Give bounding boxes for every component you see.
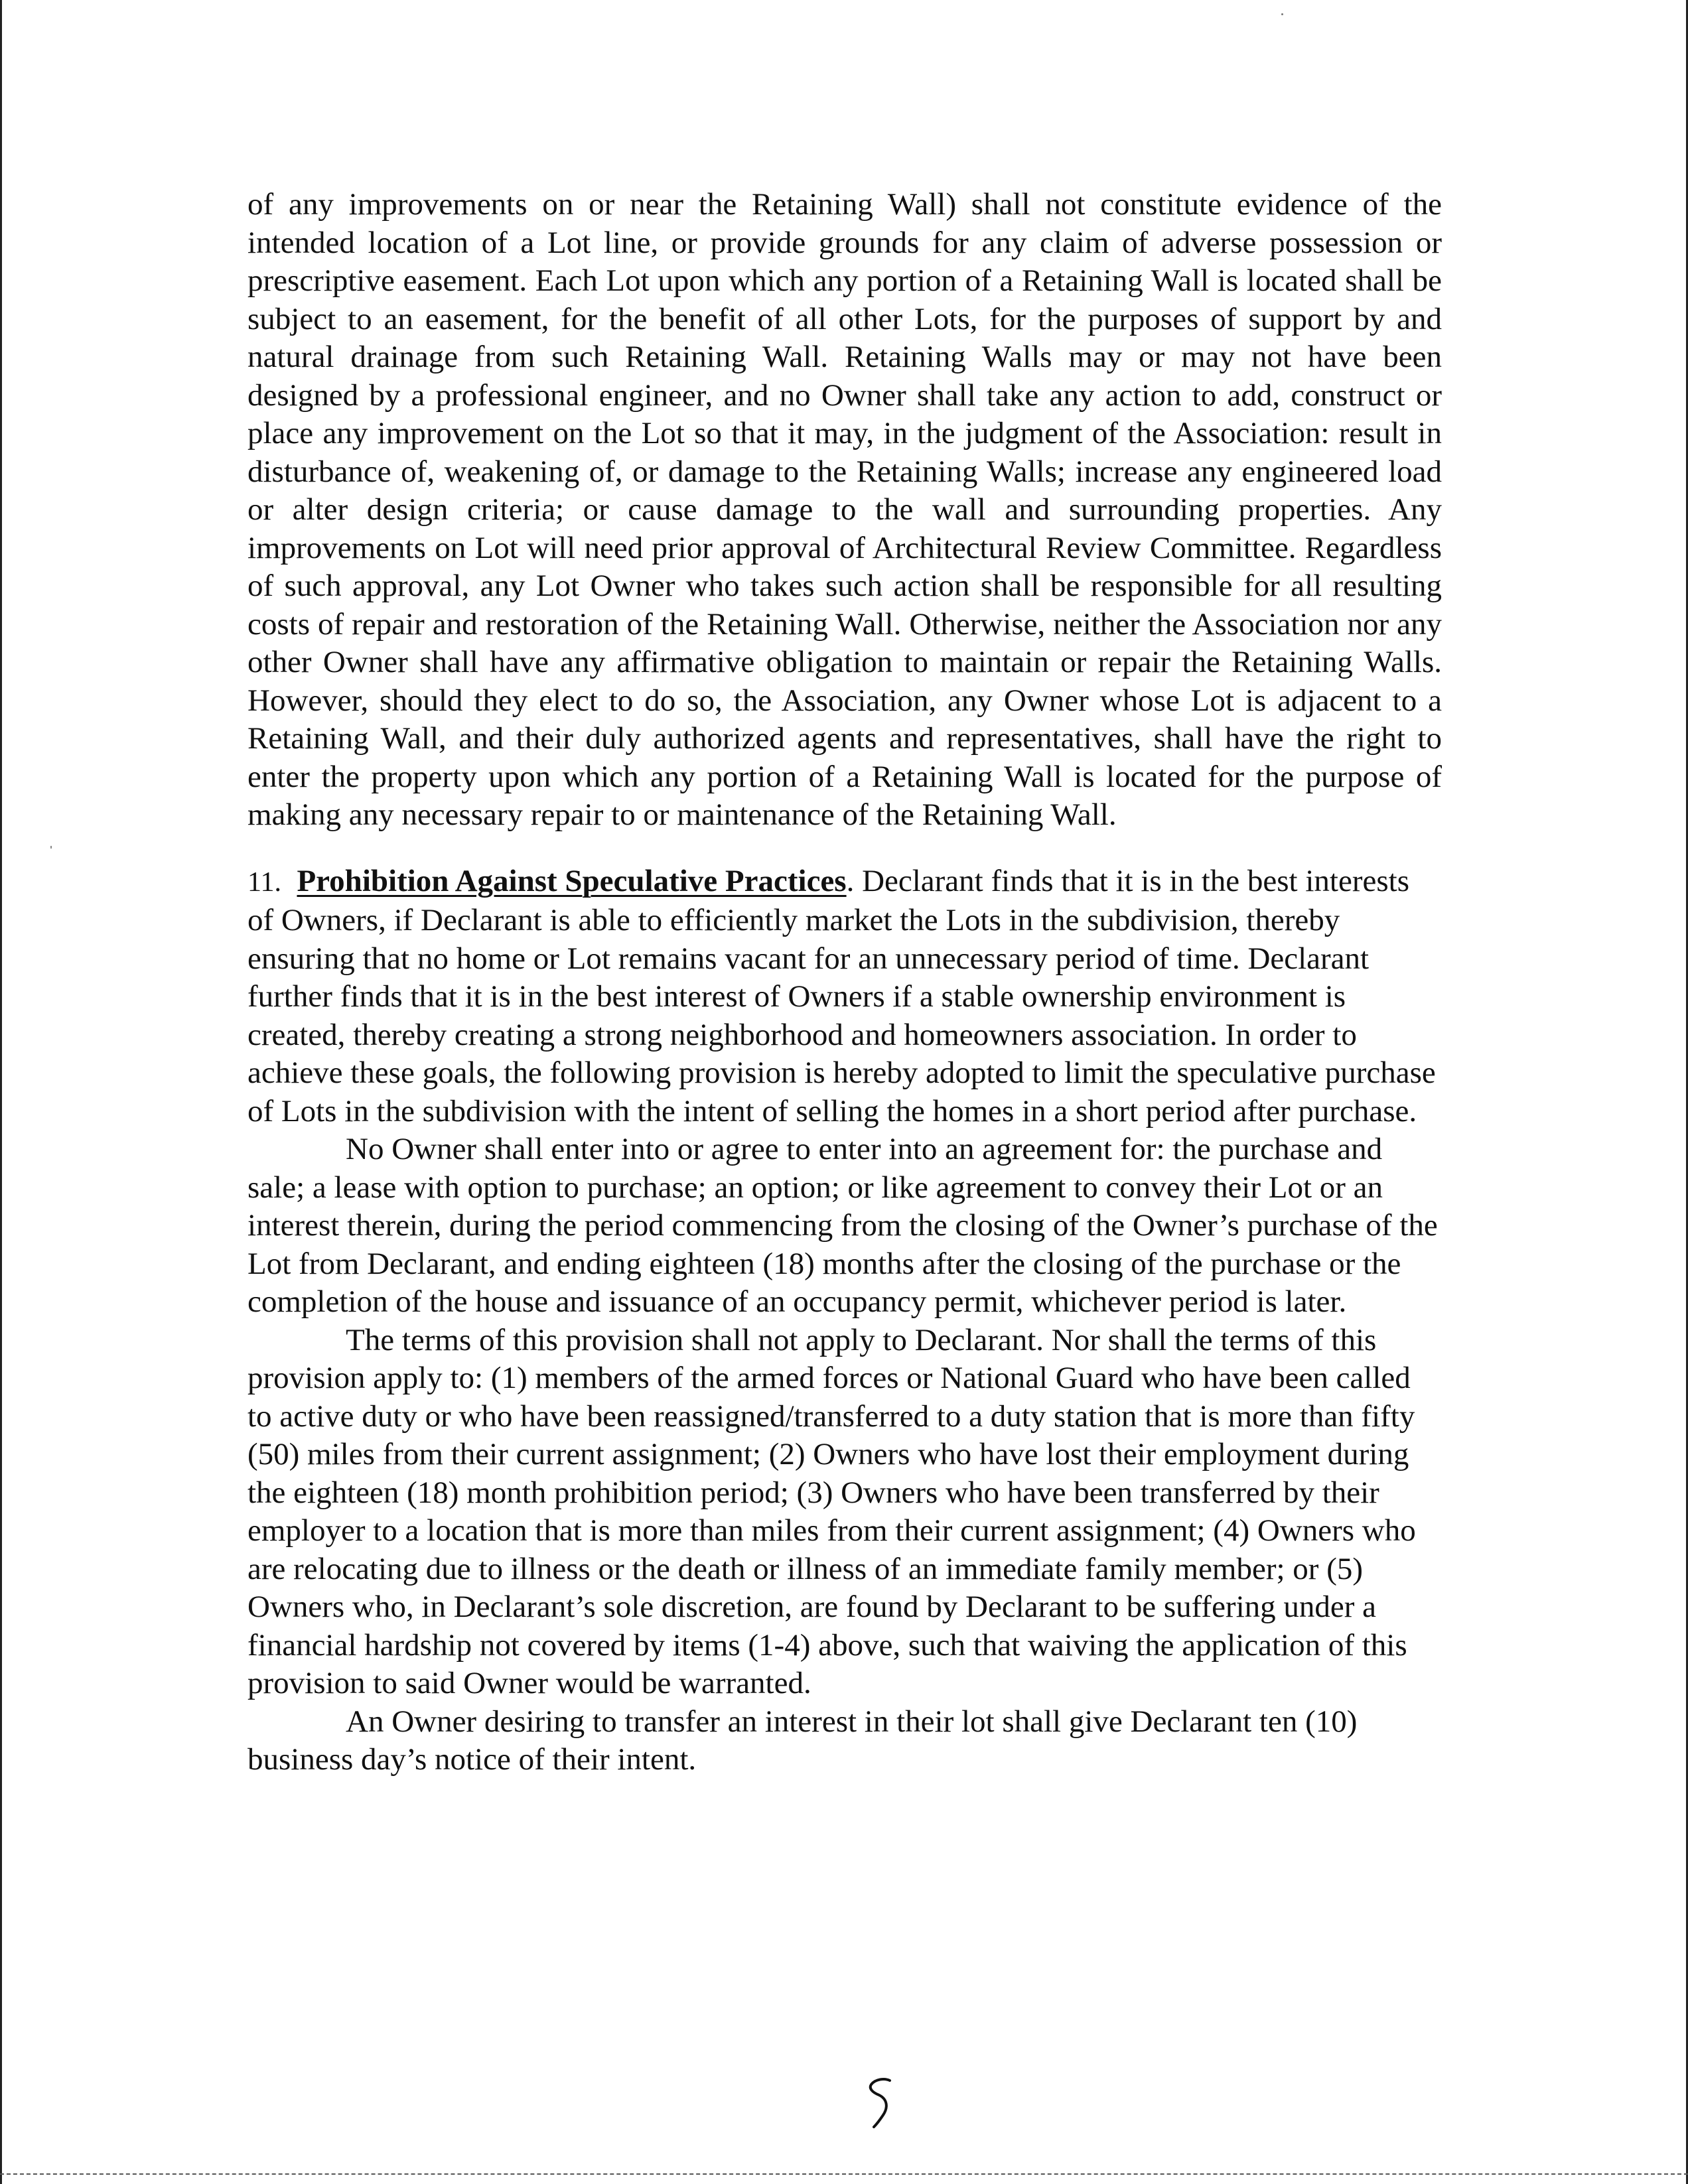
section-intro-text: Declarant finds that it is in the best interests of Owners, if Declarant is able to efficiently market the Lots in the subdivision, thereby ensuring that no home or Lot remains vacant for an unnecessary period of time. Declarant further finds that it is in the best interest of Owners if a stable ownership environment is created, thereby creating a strong neighborhood and homeowners association. In order to achieve these goals, the following provision is hereby adopted to limit the speculative purchase of Lots in the subdivision with the intent of selling the homes in a short period after purchase.	[247, 863, 1436, 1128]
continued-paragraph: of any improvements on or near the Retaining Wall) shall not constitute evidence of the intended location of a Lot line, or provide grounds for any claim of adverse possession or prescriptive easement. Each Lot upon which any portion of a Retaining Wall is located shall be subject to an easement, for the benefit of all other Lots, for the purposes of support by and natural drainage from such Retaining Wall. Retaining Walls may or may not have been designed by a professional engineer, and no Owner shall take any action to add, construct or place any improvement on the Lot so that it may, in the judgment of the Association: result in disturbance of, weakening of, or damage to the Retaining Walls; increase any engineered load or alter design criteria; or cause damage to the wall and surrounding properties. Any improvements on Lot will need prior approval of Architectural Review Committee. Regardless of such approval, any Lot Owner who takes such action shall be responsible for all resulting costs of repair and restoration of the Retaining Wall. Otherwise, neither the Association nor any other Owner shall have any affirmative obligation to maintain or repair the Retaining Walls. However, should they elect to do so, the Association, any Owner whose Lot is adjacent to a Retaining Wall, and their duly authorized agents and representatives, shall have the right to enter the property upon which any portion of a Retaining Wall is located for the purpose of making any necessary repair to or maintenance of the Retaining Wall.	[247, 187, 1442, 832]
section-11-paragraph-2: No Owner shall enter into or agree to enter into an agreement for: the purchase and sale; a lease with option to purchase; an option; or like agreement to convey their Lot or an interest therein, during the period commencing from the closing of the Owner’s purchase of the Lot from Declarant, and ending eighteen (18) months after the closing of the purchase or the completion of the house and issuance of an occupancy permit, whichever period is later.	[247, 1132, 1438, 1319]
section-number: 11.	[247, 866, 281, 898]
section-11-paragraph-4: An Owner desiring to transfer an interest in their lot shall give Declarant ten (10) business day’s notice of their intent.	[247, 1704, 1358, 1777]
section-title-period: .	[846, 863, 855, 898]
scan-border-left	[0, 0, 2, 2184]
section-11-paragraph-3: The terms of this provision shall not apply to Declarant. Nor shall the terms of this provision apply to: (1) members of the armed forces or National Guard who have been called to active duty or who have been reassigned/transferred to a duty station that is more than fifty (50) miles from their current assignment; (2) Owners who have lost their employment during the eighteen (18) month prohibition period; (3) Owners who have been transferred by their employer to a location that is more than miles from their current assignment; (4) Owners who are relocating due to illness or the death or illness of an immediate family member; or (5) Owners who, in Declarant’s sole discretion, are found by Declarant to be suffering under a financial hardship not covered by items (1-4) above, such that waiving the application of this provision to said Owner would be warranted.	[247, 1322, 1416, 1700]
scan-speck	[1281, 13, 1283, 15]
section-11-intro-paragraph	[247, 862, 1442, 1131]
section-11	[247, 862, 1442, 1779]
section-title: Prohibition Against Speculative Practices	[297, 863, 847, 898]
scan-border-bottom	[0, 2172, 1688, 2175]
scan-mark	[50, 846, 52, 849]
handwritten-page-number	[861, 2075, 900, 2128]
document-body	[247, 186, 1442, 1779]
